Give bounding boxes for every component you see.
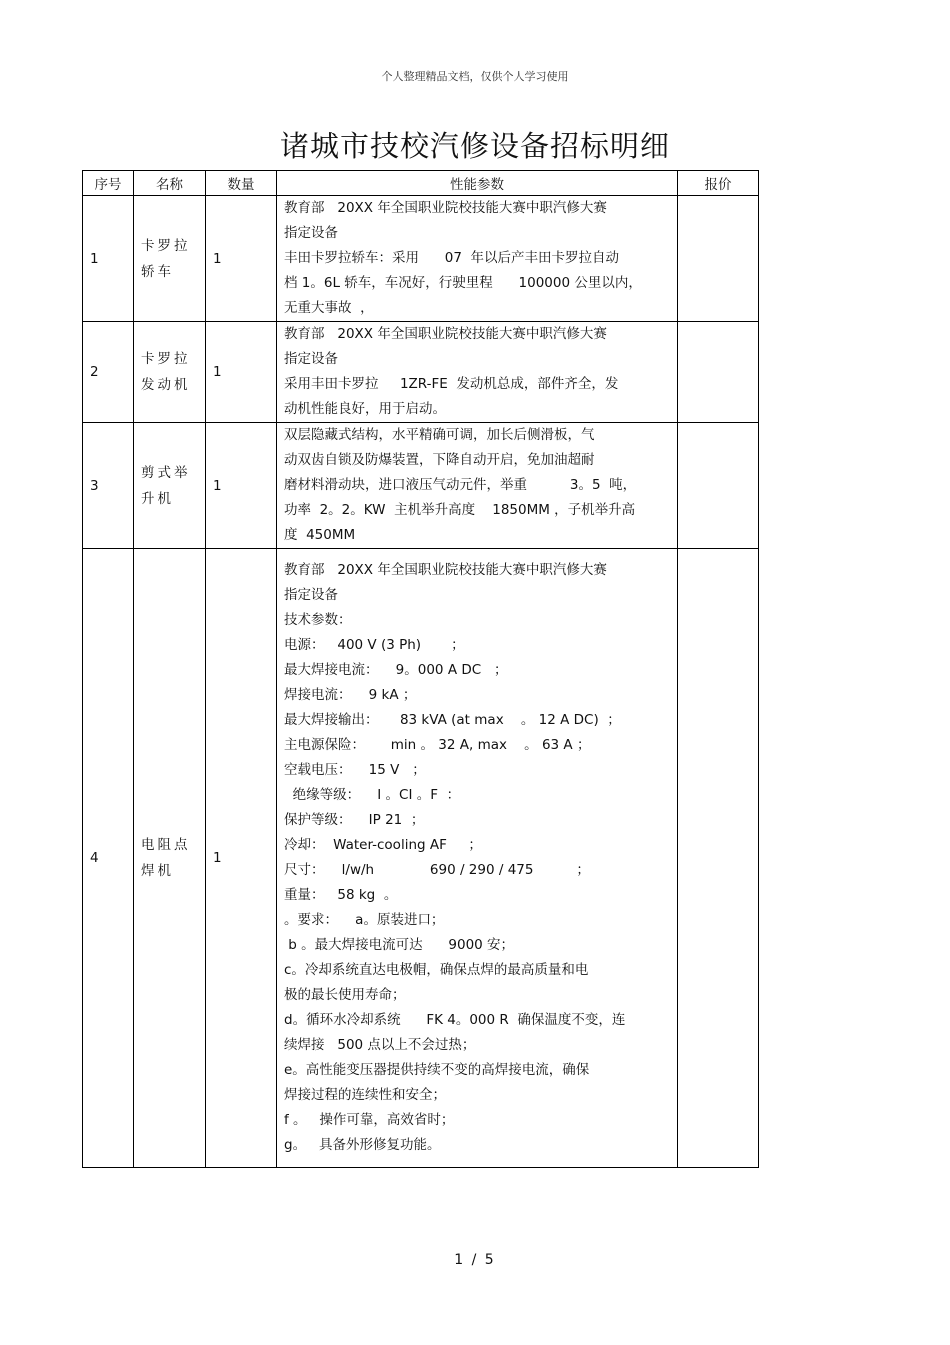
table-row bbox=[83, 423, 759, 549]
row-price bbox=[678, 196, 759, 322]
param-line: 最大焊接电流： 9。000 A DC ； bbox=[284, 662, 508, 678]
header-name: 名称 bbox=[134, 171, 206, 196]
param-line: 冷却： Water-cooling AF ； bbox=[284, 837, 482, 853]
param-line: 指定设备 bbox=[284, 351, 338, 367]
table-row bbox=[83, 549, 759, 1168]
param-line: 功率 2。2。KW 主机举升高度 1850MM ，子机举升高 bbox=[284, 502, 636, 518]
row-name-line: 卡罗拉 bbox=[141, 351, 191, 367]
param-line: 采用丰田卡罗拉 1ZR-FE 发动机总成，部件齐全，发 bbox=[284, 376, 619, 392]
row-name-line: 轿车 bbox=[141, 263, 174, 280]
param-line: 教育部 20XX 年全国职业院校技能大赛中职汽修大赛 bbox=[284, 326, 607, 342]
param-line: 极的最长使用寿命； bbox=[284, 987, 406, 1003]
row-qty: 1 bbox=[206, 196, 277, 322]
header-params: 性能参数 bbox=[277, 171, 678, 196]
row-name-line: 电阻点 bbox=[141, 837, 191, 853]
row-name-line: 卡罗拉 bbox=[141, 237, 191, 254]
param-line: 档 1。6L 轿车，车况好，行驶里程 100000 公里以内， bbox=[284, 275, 642, 291]
row-no: 1 bbox=[83, 196, 134, 322]
param-line: 双层隐藏式结构，水平精确可调，加长后侧滑板，气 bbox=[284, 427, 595, 443]
row-name-line: 升机 bbox=[141, 490, 174, 507]
param-line: 空载电压： 15 V ； bbox=[284, 762, 426, 778]
row-price bbox=[678, 549, 759, 1168]
row-name-line: 焊机 bbox=[141, 863, 174, 879]
param-line: 最大焊接输出： 83 kVA (at max 。 12 A DC) ； bbox=[284, 712, 621, 728]
param-line: f 。 操作可靠，高效省时； bbox=[284, 1112, 455, 1128]
table-row bbox=[83, 322, 759, 423]
param-line: 度 450MM bbox=[284, 527, 356, 543]
param-line: c。冷却系统直达电极帽，确保点焊的最高质量和电 bbox=[284, 962, 589, 978]
param-line: 无重大事故 ， bbox=[284, 300, 374, 316]
header-qty: 数量 bbox=[206, 171, 277, 196]
param-line: 教育部 20XX 年全国职业院校技能大赛中职汽修大赛 bbox=[284, 200, 607, 216]
param-line: 指定设备 bbox=[284, 225, 338, 241]
param-line: b 。最大焊接电流可达 9000 安； bbox=[284, 937, 515, 953]
param-line: 主电源保险： min 。 32 A, max 。 63 A ； bbox=[284, 737, 591, 753]
table-header-row bbox=[83, 171, 759, 196]
row-name bbox=[134, 549, 206, 1168]
row-name bbox=[134, 322, 206, 423]
param-line: 焊接过程的连续性和安全； bbox=[284, 1087, 446, 1103]
row-params bbox=[277, 322, 678, 423]
row-no: 4 bbox=[83, 549, 134, 1168]
param-line: 焊接电流： 9 kA ； bbox=[284, 687, 417, 703]
row-no: 2 bbox=[83, 322, 134, 423]
param-line: 技术参数： bbox=[284, 612, 352, 628]
param-line: 保护等级： IP 21 ； bbox=[284, 812, 425, 828]
row-params bbox=[277, 196, 678, 322]
param-line: 。要求： a。原装进口； bbox=[284, 912, 445, 928]
param-line: 尺寸： l/w/h 690 / 290 / 475 ； bbox=[284, 862, 590, 878]
param-line: 续焊接 500 点以上不会过热； bbox=[284, 1037, 476, 1053]
row-name bbox=[134, 196, 206, 322]
row-qty: 1 bbox=[206, 423, 277, 549]
row-params bbox=[277, 423, 678, 549]
row-qty: 1 bbox=[206, 322, 277, 423]
header-price: 报价 bbox=[678, 171, 759, 196]
param-line: 丰田卡罗拉轿车：采用 07 年以后产丰田卡罗拉自动 bbox=[284, 250, 620, 266]
table-row bbox=[83, 196, 759, 322]
param-line: 教育部 20XX 年全国职业院校技能大赛中职汽修大赛 bbox=[284, 562, 607, 578]
param-line: 电源： 400 V (3 Ph) ； bbox=[284, 637, 465, 653]
row-name bbox=[134, 423, 206, 549]
header-note: 个人整理精品文档，仅供个人学习使用 bbox=[381, 70, 569, 83]
param-line: 动双齿自锁及防爆装置，下降自动开启，免加油超耐 bbox=[284, 452, 595, 468]
row-name-line: 发动机 bbox=[141, 377, 191, 393]
row-qty: 1 bbox=[206, 549, 277, 1168]
header-no: 序号 bbox=[83, 171, 134, 196]
document-title: 诸城市技校汽修设备招标明细 bbox=[279, 129, 670, 163]
row-no: 3 bbox=[83, 423, 134, 549]
row-params bbox=[277, 549, 678, 1168]
param-line: 动机性能良好，用于启动。 bbox=[284, 401, 446, 417]
row-name-line: 剪式举 bbox=[141, 464, 191, 481]
param-line: d。循环水冷却系统 FK 4。000 R 确保温度不变，连 bbox=[284, 1012, 626, 1028]
param-line: 磨材料滑动块，进口液压气动元件，举重 3。5 吨， bbox=[284, 477, 637, 493]
param-line: 指定设备 bbox=[284, 587, 338, 603]
equipment-table bbox=[82, 170, 759, 1168]
page-number: 1 / 5 bbox=[454, 1252, 496, 1268]
row-price bbox=[678, 423, 759, 549]
param-line: 重量： 58 kg 。 bbox=[284, 887, 398, 903]
param-line: e。高性能变压器提供持续不变的高焊接电流，确保 bbox=[284, 1062, 590, 1078]
param-line: 绝缘等级： I 。CI 。F ： bbox=[284, 787, 461, 803]
row-price bbox=[678, 322, 759, 423]
param-line: g。 具备外形修复功能。 bbox=[284, 1137, 441, 1153]
